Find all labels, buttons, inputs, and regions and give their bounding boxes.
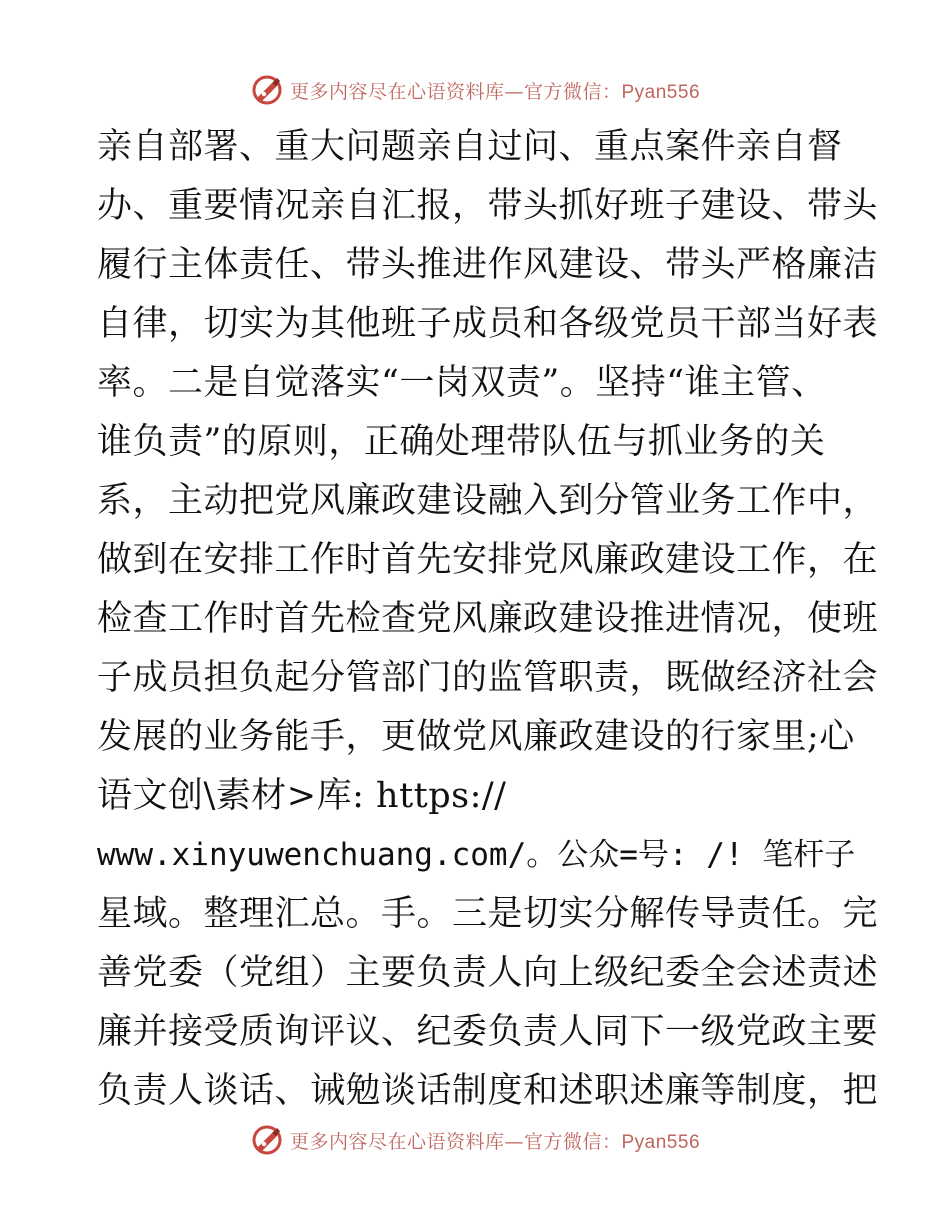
body-line: 亲自部署、重大问题亲自过问、重点案件亲自督 — [97, 127, 843, 167]
header-wechat-id: Pyan556 — [621, 81, 701, 103]
body-line: 检查工作时首先检查党风廉政建设推进情况，使班 — [97, 599, 879, 639]
footer-banner — [0, 1120, 950, 1160]
footer-wechat-label: 官方微信： — [523, 1130, 622, 1153]
body-line-url: www.xinyuwenchuang.com/。公众=号: /! 笔杆子 — [97, 837, 856, 873]
body-line: 办、重要情况亲自汇报，带头抓好班子建设、带头 — [97, 186, 879, 226]
header-text — [290, 77, 700, 104]
body-line: 履行主体责任、带头推进作风建设、带头严格廉洁 — [97, 245, 879, 285]
body-line: 谁负责”的原则，正确处理带队伍与抓业务的关 — [97, 422, 826, 462]
body-line: 星域。整理汇总。手。三是切实分解传导责任。完 — [97, 894, 879, 934]
header-banner — [0, 70, 950, 110]
header-wechat-label: 官方微信： — [523, 80, 622, 103]
body-line: 发展的业务能手，更做党风廉政建设的行家里;心 — [97, 717, 855, 757]
header-site-text: 更多内容尽在心语资料库 — [289, 80, 505, 103]
body-line: 善党委（党组）主要负责人向上级纪委全会述责述 — [97, 953, 879, 993]
footer-site-text: 更多内容尽在心语资料库 — [289, 1130, 505, 1153]
body-line: 廉并接受质询评议、纪委负责人同下一级党政主要 — [97, 1012, 879, 1052]
document-body — [97, 123, 879, 1126]
pen-logo-icon — [250, 73, 284, 107]
body-line: 做到在安排工作时首先安排党风廉政建设工作，在 — [97, 540, 879, 580]
footer-dash: — — [504, 1130, 524, 1153]
footer-wechat-id: Pyan556 — [621, 1131, 701, 1153]
body-line: 语文创\素材>库: https:// — [97, 776, 507, 816]
body-line: 负责人谈话、诫勉谈话制度和述职述廉等制度，把 — [97, 1071, 879, 1111]
body-line: 子成员担负起分管部门的监管职责，既做经济社会 — [97, 658, 879, 698]
footer-text — [290, 1127, 700, 1154]
body-line: 率。二是自觉落实“一岗双责”。坚持“谁主管、 — [97, 363, 827, 403]
body-line: 系，主动把党风廉政建设融入到分管业务工作中， — [97, 481, 879, 521]
pen-logo-icon — [250, 1123, 284, 1157]
header-dash: — — [504, 80, 524, 103]
body-line: 自律，切实为其他班子成员和各级党员干部当好表 — [97, 304, 879, 344]
